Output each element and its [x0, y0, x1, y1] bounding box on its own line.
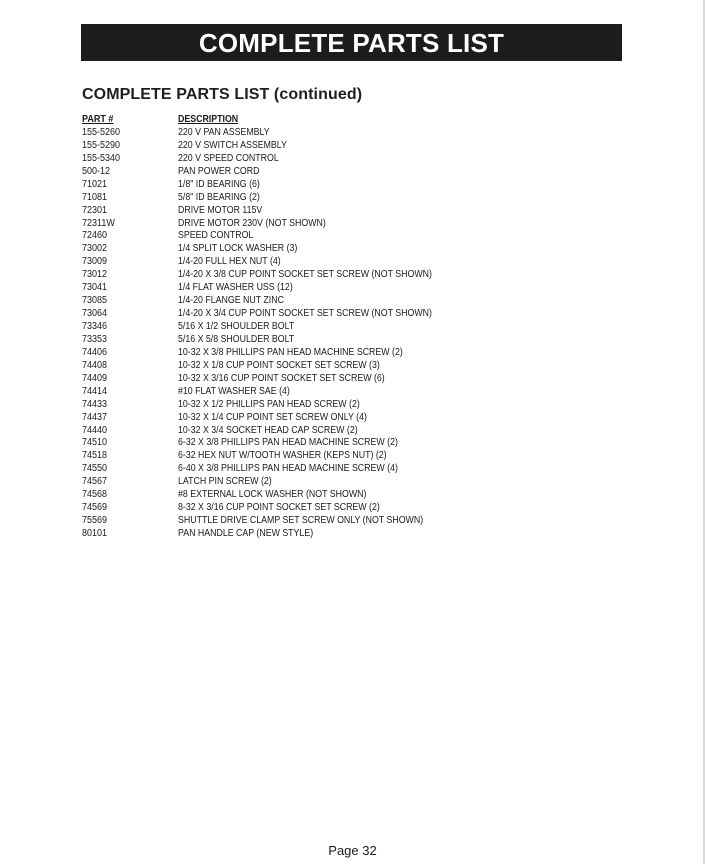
part-number: 74409: [82, 372, 108, 384]
part-description: 1/8" ID BEARING (6): [178, 178, 260, 190]
part-description: 10-32 X 1/4 CUP POINT SET SCREW ONLY (4): [178, 411, 367, 423]
part-number: 73346: [82, 321, 108, 332]
part-description: 1/4-20 X 3/8 CUP POINT SOCKET SET SCREW (NOT SHOWN): [178, 269, 432, 281]
part-number: 71081: [82, 191, 108, 203]
part-number: 80101: [82, 528, 108, 539]
part-number: 74406: [82, 346, 108, 358]
part-number: 72311W: [82, 217, 115, 229]
part-description: 10-32 X 3/16 CUP POINT SOCKET SET SCREW (6): [178, 372, 385, 384]
part-number: 74408: [82, 359, 108, 371]
table-row: [82, 230, 622, 243]
part-number: 155-5290: [82, 139, 121, 151]
table-row: [82, 205, 622, 218]
part-description: 5/8" ID BEARING (2): [178, 191, 260, 203]
part-number: 74569: [82, 502, 108, 514]
part-description: 10-32 X 3/8 PHILLIPS PAN HEAD MACHINE SCREW (2): [178, 346, 403, 358]
part-description: #8 EXTERNAL LOCK WASHER (NOT SHOWN): [178, 489, 367, 501]
part-description: 10-32 X 1/2 PHILLIPS PAN HEAD SCREW (2): [178, 398, 360, 410]
part-number: 74567: [82, 476, 108, 488]
part-number: 500-12: [82, 165, 111, 177]
part-number: 73002: [82, 243, 108, 255]
part-description: LATCH PIN SCREW (2): [178, 476, 272, 488]
table-row: [82, 386, 622, 399]
table-header-row: [82, 114, 622, 127]
part-number: 73012: [82, 269, 108, 281]
part-description: PAN POWER CORD: [178, 165, 260, 177]
table-row: [82, 308, 622, 321]
part-description: 5/16 X 1/2 SHOULDER BOLT: [178, 321, 295, 332]
part-description: SHUTTLE DRIVE CLAMP SET SCREW ONLY (NOT SHOWN): [178, 515, 424, 527]
part-description: 1/4-20 FULL HEX NUT (4): [178, 256, 281, 268]
table-row: [82, 334, 622, 347]
part-description: 220 V PAN ASSEMBLY: [178, 126, 270, 138]
part-description: 6-32 X 3/8 PHILLIPS PAN HEAD MACHINE SCREW (2): [178, 437, 398, 449]
table-row: [82, 360, 622, 373]
part-description: 220 V SWITCH ASSEMBLY: [178, 139, 287, 151]
part-description: 10-32 X 3/4 SOCKET HEAD CAP SCREW (2): [178, 424, 358, 436]
part-number: 74437: [82, 411, 108, 423]
title-banner: [81, 24, 622, 61]
table-row: [82, 476, 622, 489]
table-row: [82, 425, 622, 438]
parts-rows: [82, 127, 622, 541]
part-description: 10-32 X 1/8 CUP POINT SOCKET SET SCREW (3): [178, 359, 380, 371]
table-row: [82, 528, 622, 541]
part-number: 73064: [82, 308, 108, 320]
part-number: 73041: [82, 282, 108, 294]
part-description: 5/16 X 5/8 SHOULDER BOLT: [178, 333, 295, 345]
table-row: [82, 463, 622, 476]
part-number: 74568: [82, 489, 108, 501]
table-row: [82, 412, 622, 425]
table-row: [82, 515, 622, 528]
table-row: [82, 127, 622, 140]
part-description: PAN HANDLE CAP (NEW STYLE): [178, 528, 314, 539]
table-row: [82, 256, 622, 269]
table-row: [82, 243, 622, 256]
table-row: [82, 321, 622, 334]
table-row: [82, 489, 622, 502]
part-number: 73085: [82, 295, 108, 307]
part-description: 1/4-20 FLANGE NUT ZINC: [178, 295, 284, 307]
part-description: 220 V SPEED CONTROL: [178, 152, 279, 164]
part-number: 72301: [82, 204, 108, 216]
table-row: [82, 166, 622, 179]
table-row: [82, 450, 622, 463]
column-header-description: DESCRIPTION: [178, 114, 239, 125]
part-number: 74433: [82, 398, 108, 410]
part-number: 71021: [82, 178, 108, 190]
table-row: [82, 218, 622, 231]
part-number: 74518: [82, 450, 108, 462]
part-description: SPEED CONTROL: [178, 230, 254, 242]
part-description: 8-32 X 3/16 CUP POINT SOCKET SET SCREW (2): [178, 502, 380, 514]
part-number: 155-5340: [82, 152, 121, 164]
table-row: [82, 502, 622, 515]
part-description: DRIVE MOTOR 230V (NOT SHOWN): [178, 217, 326, 229]
page-number: Page 32: [328, 843, 377, 858]
part-description: DRIVE MOTOR 115V: [178, 204, 263, 216]
part-description: #10 FLAT WASHER SAE (4): [178, 385, 290, 397]
table-row: [82, 347, 622, 360]
part-number: 73009: [82, 256, 108, 268]
section-heading: COMPLETE PARTS LIST (continued): [82, 86, 363, 103]
part-description: 1/4-20 X 3/4 CUP POINT SOCKET SET SCREW (NOT SHOWN): [178, 308, 432, 320]
table-row: [82, 437, 622, 450]
table-row: [82, 282, 622, 295]
part-number: 75569: [82, 515, 108, 527]
part-number: 72460: [82, 230, 108, 242]
part-description: 1/4 FLAT WASHER USS (12): [178, 282, 293, 294]
table-row: [82, 153, 622, 166]
table-row: [82, 399, 622, 412]
part-description: 6-32 HEX NUT W/TOOTH WASHER (KEPS NUT) (2): [178, 450, 387, 462]
parts-table: [82, 114, 622, 541]
table-row: [82, 269, 622, 282]
page-title: COMPLETE PARTS LIST: [198, 28, 505, 58]
part-number: 74550: [82, 463, 108, 475]
table-row: [82, 140, 622, 153]
part-number: 155-5260: [82, 126, 121, 138]
table-row: [82, 179, 622, 192]
part-number: 73353: [82, 333, 108, 345]
column-header-part: PART #: [82, 114, 114, 125]
table-row: [82, 295, 622, 308]
part-number: 74510: [82, 437, 108, 449]
part-description: 1/4 SPLIT LOCK WASHER (3): [178, 243, 298, 255]
part-number: 74414: [82, 385, 108, 397]
table-row: [82, 192, 622, 205]
part-number: 74440: [82, 424, 108, 436]
part-description: 6-40 X 3/8 PHILLIPS PAN HEAD MACHINE SCREW (4): [178, 463, 398, 475]
table-row: [82, 373, 622, 386]
